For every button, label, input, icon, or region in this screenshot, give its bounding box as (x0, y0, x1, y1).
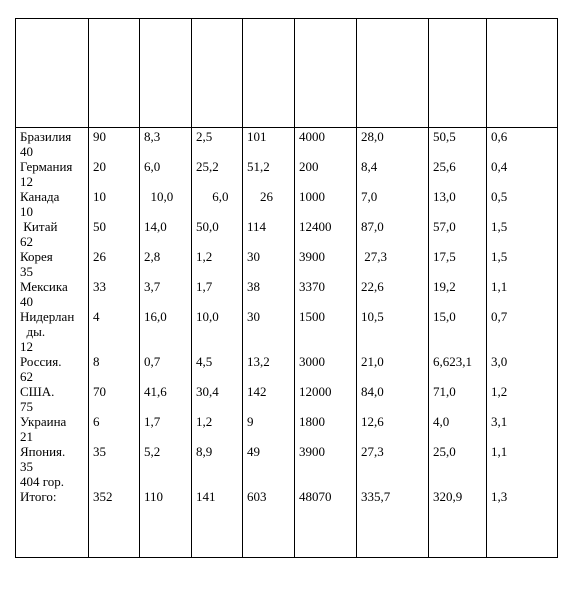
value-cell-line: 70 (93, 384, 106, 399)
value-cell-line (433, 399, 486, 414)
value-cell-line: 27,3 (361, 249, 387, 264)
value-cell-line (491, 369, 557, 384)
value-cell-line: 0,7 (144, 354, 161, 369)
value-cell-line (247, 144, 294, 159)
value-cell-line: 110 (144, 489, 164, 504)
header-cell (295, 19, 357, 128)
country-cell-line: Корея (20, 249, 53, 264)
value-cell-line (491, 339, 557, 354)
header-cell (487, 19, 558, 128)
value-cell-line (361, 429, 428, 444)
country-cell-line: Украина (20, 414, 67, 429)
value-cell-line: 320,9 (433, 489, 463, 504)
value-cell-line: 49 (247, 444, 260, 459)
value-cell-line (247, 234, 294, 249)
value-cell-line (196, 294, 242, 309)
value-cell-line: 1,2 (491, 384, 508, 399)
value-cell-line (491, 294, 557, 309)
value-cell-line (299, 324, 356, 339)
value-cell-line (196, 324, 242, 339)
header-cell (192, 19, 243, 128)
data-column (243, 128, 295, 558)
value-cell-line: 6 (93, 414, 100, 429)
value-cell-line: 50,0 (196, 219, 219, 234)
value-cell-line: 1,5 (491, 249, 508, 264)
country-cell-line: 404 гор. (20, 474, 65, 489)
value-cell-line (361, 324, 428, 339)
value-cell-line (196, 474, 242, 489)
value-cell-line: 1,7 (196, 279, 213, 294)
value-cell-line (144, 234, 191, 249)
value-cell-line: 603 (247, 489, 267, 504)
value-cell-line: 12400 (299, 219, 332, 234)
value-cell-line (247, 204, 294, 219)
value-cell-line: 1,3 (491, 489, 508, 504)
value-cell-line: 8,3 (144, 129, 161, 144)
value-cell-line: 21,0 (361, 354, 384, 369)
value-cell-line (299, 339, 356, 354)
country-cell-line: Канада (20, 189, 60, 204)
value-cell-line (299, 474, 356, 489)
value-cell-line (299, 174, 356, 189)
data-column (192, 128, 243, 558)
value-cell-line (491, 324, 557, 339)
value-cell-line (144, 174, 191, 189)
value-cell-line (299, 264, 356, 279)
data-column (295, 128, 357, 558)
country-cell-line: Мексика (20, 279, 68, 294)
value-cell-line (299, 204, 356, 219)
value-cell-line: 27,3 (361, 444, 384, 459)
value-cell-line (93, 294, 139, 309)
value-cell-line (247, 294, 294, 309)
value-cell-line (433, 264, 486, 279)
country-cell-line: 12 (20, 339, 33, 354)
value-cell-line (361, 174, 428, 189)
value-cell-line: 5,2 (144, 444, 161, 459)
value-cell-line: 114 (247, 219, 267, 234)
value-cell-line: 17,5 (433, 249, 456, 264)
data-column (89, 128, 140, 558)
value-cell-line (93, 324, 139, 339)
value-cell-line (433, 144, 486, 159)
value-cell-line: 3370 (299, 279, 325, 294)
value-cell-line: 71,0 (433, 384, 456, 399)
value-cell-line (247, 339, 294, 354)
country-cell-line: 40 (20, 294, 33, 309)
value-cell-line (433, 459, 486, 474)
value-cell-line (144, 459, 191, 474)
country-cell-line: 21 (20, 429, 33, 444)
value-cell-line: 3900 (299, 249, 325, 264)
value-cell-line: 2,5 (196, 129, 213, 144)
value-cell-line (93, 429, 139, 444)
country-column (16, 128, 89, 558)
value-cell-line: 87,0 (361, 219, 384, 234)
value-cell-line (433, 174, 486, 189)
value-cell-line (361, 294, 428, 309)
value-cell-line: 50 (93, 219, 106, 234)
value-cell-line: 28,0 (361, 129, 384, 144)
value-cell-line (93, 264, 139, 279)
value-cell-line: 12000 (299, 384, 332, 399)
value-cell-line: 2,8 (144, 249, 161, 264)
value-cell-line (93, 339, 139, 354)
value-cell-line: 4000 (299, 129, 325, 144)
value-cell-line (433, 474, 486, 489)
value-cell-line: 0,4 (491, 159, 508, 174)
value-cell-line (196, 459, 242, 474)
value-cell-line: 10 (93, 189, 106, 204)
value-cell-line (247, 324, 294, 339)
country-cell-line: Япония. (20, 444, 66, 459)
value-cell-line: 25,2 (196, 159, 219, 174)
value-cell-line (196, 339, 242, 354)
value-cell-line: 19,2 (433, 279, 456, 294)
value-cell-line (247, 429, 294, 444)
value-cell-line: 30,4 (196, 384, 219, 399)
value-cell-line (299, 429, 356, 444)
value-cell-line (299, 234, 356, 249)
value-cell-line: 1,1 (491, 279, 508, 294)
value-cell-line: 33 (93, 279, 106, 294)
value-cell-line: 22,6 (361, 279, 384, 294)
value-cell-line: 7,0 (361, 189, 378, 204)
value-cell-line: 12,6 (361, 414, 384, 429)
value-cell-line (433, 324, 486, 339)
value-cell-line (196, 399, 242, 414)
value-cell-line: 25,0 (433, 444, 456, 459)
value-cell-line (144, 294, 191, 309)
value-cell-line: 30 (247, 309, 260, 324)
value-cell-line (491, 429, 557, 444)
value-cell-line (299, 144, 356, 159)
value-cell-line: 1000 (299, 189, 325, 204)
value-cell-line: 1,5 (491, 219, 508, 234)
value-cell-line: 4 (93, 309, 100, 324)
value-cell-line: 50,5 (433, 129, 456, 144)
country-cell-line: 62 (20, 369, 33, 384)
value-cell-line: 16,0 (144, 309, 167, 324)
country-cell-line: Нидерлан (20, 309, 75, 324)
value-cell-line (491, 474, 557, 489)
country-cell-line: 75 (20, 399, 33, 414)
value-cell-line: 141 (196, 489, 216, 504)
country-cell-line: ды. (20, 324, 46, 339)
value-cell-line (144, 429, 191, 444)
value-cell-line: 57,0 (433, 219, 456, 234)
value-cell-line: 14,0 (144, 219, 167, 234)
value-cell-line (93, 474, 139, 489)
table-header-row (16, 19, 558, 128)
value-cell-line: 13,0 (433, 189, 456, 204)
value-cell-line: 9 (247, 414, 254, 429)
value-cell-line: 4,5 (196, 354, 213, 369)
value-cell-line (361, 369, 428, 384)
header-cell (429, 19, 487, 128)
country-cell-line: 35 (20, 264, 33, 279)
value-cell-line: 35 (93, 444, 106, 459)
value-cell-line: 6,0 (196, 189, 229, 204)
value-cell-line (433, 204, 486, 219)
value-cell-line (247, 264, 294, 279)
value-cell-line (491, 234, 557, 249)
header-cell (89, 19, 140, 128)
value-cell-line: 51,2 (247, 159, 270, 174)
value-cell-line (491, 174, 557, 189)
country-cell-line: США. (20, 384, 55, 399)
value-cell-line (196, 204, 242, 219)
value-cell-line: 3,1 (491, 414, 508, 429)
value-cell-line: 1800 (299, 414, 325, 429)
value-cell-line: 6,0 (144, 159, 161, 174)
value-cell-line (247, 369, 294, 384)
value-cell-line: 25,6 (433, 159, 456, 174)
value-cell-line (433, 294, 486, 309)
value-cell-line (196, 429, 242, 444)
value-cell-line: 26 (93, 249, 106, 264)
value-cell-line: 10,0 (196, 309, 219, 324)
value-cell-line: 101 (247, 129, 267, 144)
value-cell-line (93, 174, 139, 189)
data-column (429, 128, 487, 558)
value-cell-line: 200 (299, 159, 319, 174)
value-cell-line (93, 459, 139, 474)
value-cell-line (361, 474, 428, 489)
country-cell-line: 35 (20, 459, 33, 474)
value-cell-line: 3000 (299, 354, 325, 369)
value-cell-line (433, 429, 486, 444)
value-cell-line (491, 264, 557, 279)
value-cell-line (361, 399, 428, 414)
value-cell-line: 84,0 (361, 384, 384, 399)
value-cell-line (196, 144, 242, 159)
value-cell-line (93, 234, 139, 249)
value-cell-line (491, 204, 557, 219)
country-cell-line: Итого: (20, 489, 57, 504)
value-cell-line (361, 264, 428, 279)
value-cell-line: 30 (247, 249, 260, 264)
value-cell-line: 1,2 (196, 414, 213, 429)
value-cell-line (144, 144, 191, 159)
value-cell-line: 15,0 (433, 309, 456, 324)
value-cell-line (93, 399, 139, 414)
value-cell-line: 8,9 (196, 444, 213, 459)
value-cell-line (299, 459, 356, 474)
value-cell-line: 0,6 (491, 129, 508, 144)
country-cell-line: 12 (20, 174, 33, 189)
country-cell-line: Китай (20, 219, 58, 234)
value-cell-line (433, 234, 486, 249)
value-cell-line: 4,0 (433, 414, 450, 429)
value-cell-line (144, 474, 191, 489)
value-cell-line (361, 234, 428, 249)
table-body-row (16, 128, 558, 558)
value-cell-line: 6,623,1 (433, 354, 472, 369)
value-cell-line: 10,5 (361, 309, 384, 324)
value-cell-line: 1,1 (491, 444, 508, 459)
statistics-table (15, 18, 558, 558)
value-cell-line: 26 (247, 189, 273, 204)
country-cell-line: Бразилия (20, 129, 72, 144)
value-cell-line (247, 474, 294, 489)
country-cell-line: Германия (20, 159, 73, 174)
value-cell-line: 0,7 (491, 309, 508, 324)
value-cell-line: 1,7 (144, 414, 161, 429)
value-cell-line: 1500 (299, 309, 325, 324)
country-cell-line: 62 (20, 234, 33, 249)
value-cell-line (361, 339, 428, 354)
value-cell-line (144, 339, 191, 354)
header-cell (16, 19, 89, 128)
value-cell-line: 41,6 (144, 384, 167, 399)
value-cell-line: 8,4 (361, 159, 378, 174)
value-cell-line: 335,7 (361, 489, 391, 504)
value-cell-line: 3900 (299, 444, 325, 459)
value-cell-line: 3,7 (144, 279, 161, 294)
header-cell (357, 19, 429, 128)
value-cell-line (433, 369, 486, 384)
value-cell-line (144, 369, 191, 384)
value-cell-line (93, 144, 139, 159)
value-cell-line (299, 294, 356, 309)
value-cell-line (491, 144, 557, 159)
value-cell-line: 90 (93, 129, 106, 144)
value-cell-line (361, 459, 428, 474)
header-cell (243, 19, 295, 128)
value-cell-line: 142 (247, 384, 267, 399)
value-cell-line (196, 264, 242, 279)
value-cell-line (196, 234, 242, 249)
value-cell-line (361, 144, 428, 159)
value-cell-line (247, 174, 294, 189)
value-cell-line (299, 369, 356, 384)
value-cell-line (299, 399, 356, 414)
value-cell-line (361, 204, 428, 219)
value-cell-line (196, 369, 242, 384)
country-cell-line: 10 (20, 204, 33, 219)
country-cell-line: Россия. (20, 354, 62, 369)
value-cell-line: 3,0 (491, 354, 508, 369)
value-cell-line: 38 (247, 279, 260, 294)
value-cell-line (491, 399, 557, 414)
value-cell-line: 0,5 (491, 189, 508, 204)
value-cell-line (247, 459, 294, 474)
data-column (357, 128, 429, 558)
value-cell-line (144, 324, 191, 339)
value-cell-line: 20 (93, 159, 106, 174)
value-cell-line: 8 (93, 354, 100, 369)
country-cell-line: 40 (20, 144, 33, 159)
value-cell-line: 13,2 (247, 354, 270, 369)
data-column (140, 128, 192, 558)
value-cell-line (433, 339, 486, 354)
value-cell-line: 48070 (299, 489, 332, 504)
value-cell-line: 10,0 (144, 189, 174, 204)
value-cell-line (196, 174, 242, 189)
value-cell-line (247, 399, 294, 414)
header-cell (140, 19, 192, 128)
value-cell-line (93, 369, 139, 384)
value-cell-line (93, 204, 139, 219)
value-cell-line (144, 264, 191, 279)
value-cell-line (491, 459, 557, 474)
value-cell-line (144, 204, 191, 219)
value-cell-line (144, 399, 191, 414)
value-cell-line: 352 (93, 489, 113, 504)
data-column (487, 128, 558, 558)
value-cell-line: 1,2 (196, 249, 213, 264)
